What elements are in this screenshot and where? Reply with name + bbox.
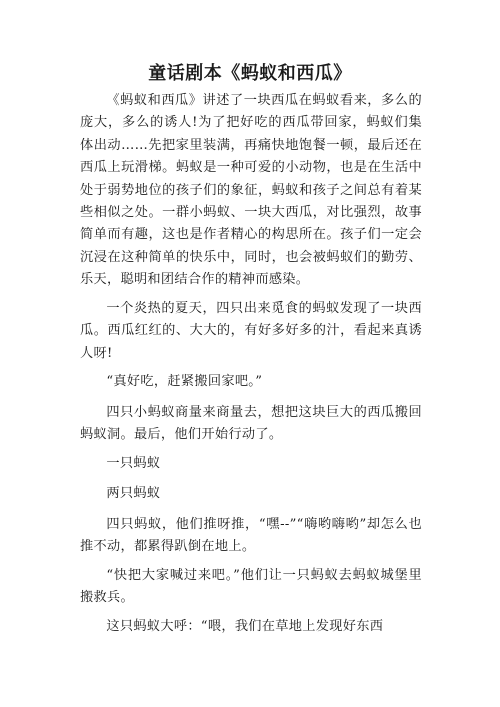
paragraph-intro: 《蚂蚁和西瓜》讲述了一块西瓜在蚂蚁看来，多么的庞大，多么的诱人!为了把好吃的西瓜带回家，蚂蚁们集体出动……先把家里装满，再痛快地饱餐一顿，最后还在西瓜上玩滑梯。蚂蚁是一种可爱的小动物，也是在生活中处于弱势地位的孩子们的象征，蚂蚁和孩子之间总有着某些相似之处。一群小蚂蚁、一块大西瓜，对比强烈，故事简单而有趣，这也是作者精心的构思所在。孩子们一定会沉浸在这种简单的快乐中，同时，也会被蚂蚁们的勤劳、乐天，聪明和团结合作的精神而感染。 — [80, 93, 422, 288]
page-title: 童话剧本《蚂蚁和西瓜》 — [148, 63, 352, 84]
paragraph-dialogue-1: “真好吃，赶紧搬回家吧。” — [106, 374, 263, 390]
paragraph-one-ant: 一只蚂蚁 — [106, 455, 161, 471]
paragraph-call-help: “快把大家喊过来吧。”他们让一只蚂蚁去蚂蚁城堡里搬救兵。 — [80, 567, 422, 606]
paragraph-plan: 四只小蚂蚁商量来商量去，想把这块巨大的西瓜搬回蚂蚁洞。最后，他们开始行动了。 — [80, 404, 422, 443]
paragraph-two-ants: 两只蚂蚁 — [106, 486, 161, 502]
paragraph-story-start: 一个炎热的夏天，四只出来觅食的蚂蚁发现了一块西瓜。西瓜红红的、大大的，有好多好多的汁，看起来真诱人呀! — [80, 300, 422, 361]
paragraph-push: 四只蚂蚁，他们推呀推，“嘿--”“嗨哟嗨哟”却怎么也推不动，都累得趴倒在地上。 — [80, 516, 422, 555]
paragraph-shout: 这只蚂蚁大呼：“喂，我们在草地上发现好东西 — [106, 618, 384, 634]
document-body — [80, 90, 422, 644]
